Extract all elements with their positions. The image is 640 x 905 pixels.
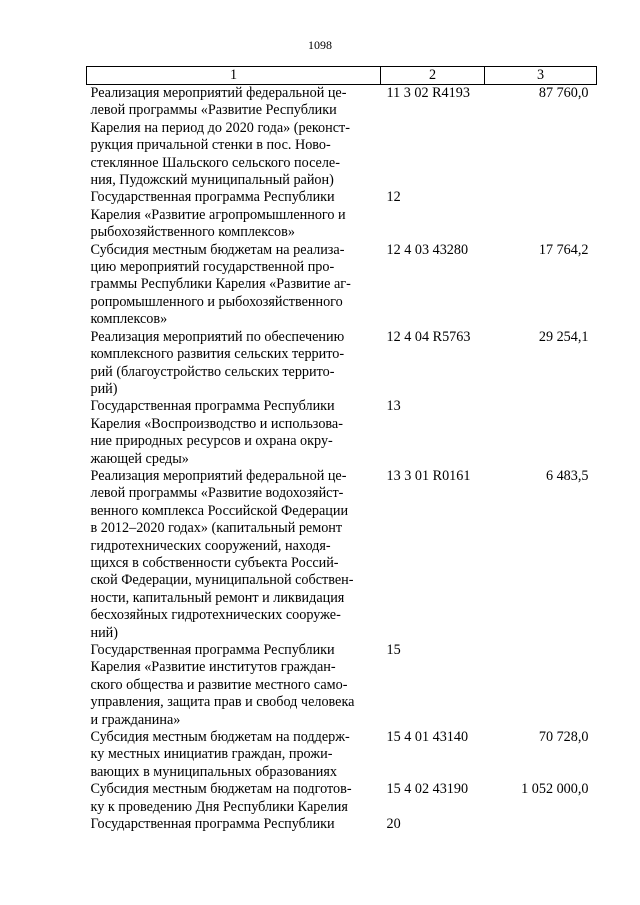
table-row xyxy=(87,468,597,642)
row-name-cell: Реализация мероприятий по обеспечению комплексного развития сельских террито- рий (благоустройство сельских террито- рий) xyxy=(90,328,345,397)
row-code-cell: 13 xyxy=(386,398,401,415)
header-row xyxy=(87,67,597,85)
table-row xyxy=(87,781,597,816)
row-amount-cell xyxy=(485,189,597,241)
page-number: 1098 xyxy=(308,38,332,52)
row-name-cell: Субсидия местным бюджетам на поддерж- ку местных инициатив граждан, прожи- вающих в муниципальных образованиях xyxy=(90,729,350,780)
row-amount-cell: 6 483,5 xyxy=(545,467,589,484)
table-row xyxy=(87,398,597,468)
column-header-1: 1 xyxy=(87,67,381,85)
row-amount-cell: 87 760,0 xyxy=(538,85,589,101)
row-code-cell: 12 4 03 43280 xyxy=(386,241,469,258)
row-name-cell: Субсидия местным бюджетам на подготов- ку к проведению Дня Республики Карелия xyxy=(90,781,352,815)
row-amount-cell: 70 728,0 xyxy=(538,729,589,746)
table-row xyxy=(87,329,597,399)
table-row xyxy=(87,189,597,241)
table-row xyxy=(87,642,597,729)
budget-table xyxy=(86,66,597,833)
row-code-cell: 15 4 02 43190 xyxy=(386,781,469,798)
row-name-cell: Реализация мероприятий федеральной це- левой программы «Развитие водохозяйст- венного комплекса Российской Федерации в 2012–2020 годах» (капитальный ремонт гидротехнических сооружений, находя- щихся в собственности субъекта Россий- ской Федерации, муниципальной собствен- ности, капитальный ремонт и ликвидация бесхозяйных гидротехнических сооруже- ний) xyxy=(90,467,354,641)
column-header-3: 3 xyxy=(485,67,597,85)
row-amount-cell: 17 764,2 xyxy=(538,241,589,258)
table-row xyxy=(87,85,597,190)
row-code-cell: 13 3 01 R0161 xyxy=(386,467,471,484)
row-amount-cell xyxy=(485,398,597,468)
table-row xyxy=(87,242,597,329)
row-name-cell: Государственная программа Республики Карелия «Развитие институтов граждан- ского общества и развитие местного само- управления, защита прав и свобод человека и гражданина» xyxy=(90,642,355,728)
row-name-cell: Субсидия местным бюджетам на реализа- цию мероприятий государственной про- граммы Республики Карелия «Развитие аг- ропромышленного и рыбохозяйственного комплексов» xyxy=(90,241,351,328)
row-code-cell: 15 xyxy=(386,642,401,658)
row-name-cell: Государственная программа Республики xyxy=(90,816,335,833)
row-name-cell: Государственная программа Республики Карелия «Развитие агропромышленного и рыбохозяйственного комплексов» xyxy=(90,189,346,241)
row-code-cell: 20 xyxy=(386,816,401,833)
row-amount-cell: 29 254,1 xyxy=(538,328,589,345)
row-amount-cell: 1 052 000,0 xyxy=(521,781,589,798)
row-code-cell: 12 4 04 R5763 xyxy=(386,328,471,345)
row-code-cell: 15 4 01 43140 xyxy=(386,729,469,746)
table-row xyxy=(87,816,597,833)
row-code-cell: 11 3 02 R4193 xyxy=(386,85,470,101)
row-name-cell: Реализация мероприятий федеральной це- левой программы «Развитие Республики Карелия на период до 2020 года» (реконст- рукция причальной стенки в пос. Ново- стеклянное Шальского сельского поселе- ния, Пудожский муниципальный район) xyxy=(90,85,350,189)
row-name-cell: Государственная программа Республики Карелия «Воспроизводство и использова- ние природных ресурсов и охрана окру- жающей среды» xyxy=(90,398,343,467)
column-header-2: 2 xyxy=(381,67,485,85)
row-amount-cell xyxy=(485,642,597,729)
table-body xyxy=(87,85,597,834)
table-row xyxy=(87,729,597,781)
row-code-cell: 12 xyxy=(386,189,401,206)
row-amount-cell xyxy=(485,816,597,833)
